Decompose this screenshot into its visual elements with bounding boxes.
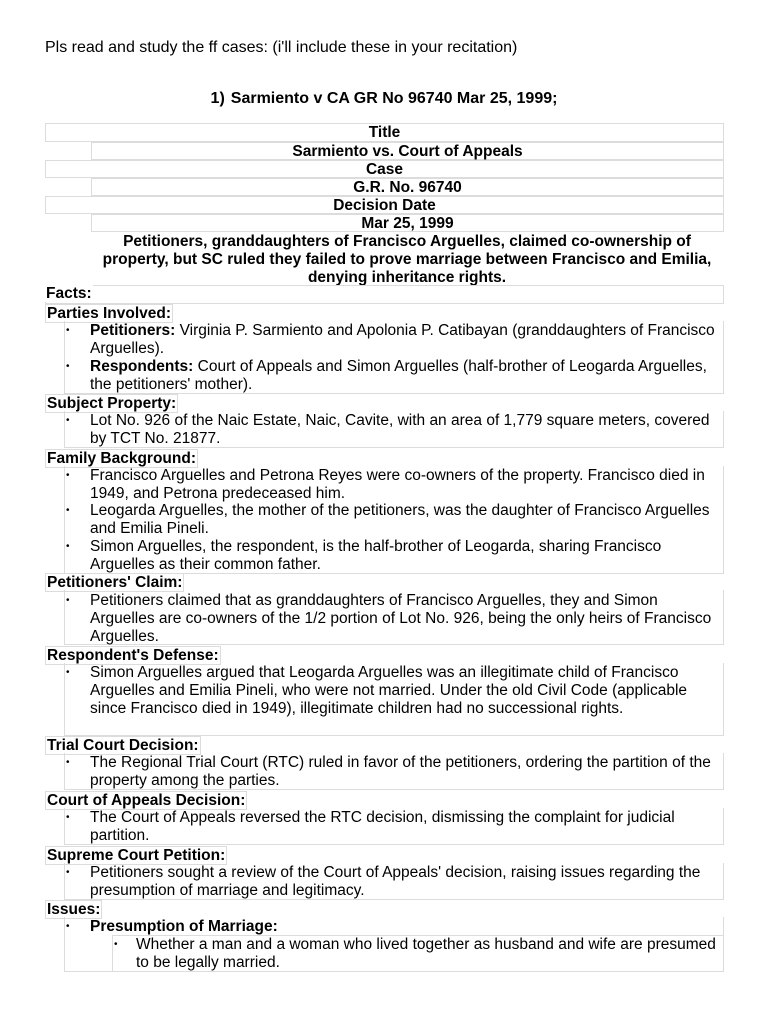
presumption-of-marriage-item: Presumption of Marriage: [90, 918, 278, 935]
case-value: G.R. No. 96740 [353, 179, 462, 196]
court-of-appeals-item: The Court of Appeals reversed the RTC decision, dismissing the complaint for judicial partition. [90, 809, 675, 844]
trial-court-label: Trial Court Decision: [47, 737, 199, 754]
respondents-defense-item: Simon Arguelles argued that Leogarda Arguelles was an illegitimate child of Francisco Arguelles and Emilia Pineli, who were not married. Under the old Civil Code (applicable since Francisco died in 1949), illegitimate children had no successional rights. [90, 664, 688, 717]
bullet: • [66, 505, 70, 516]
respondents-text: Court of Appeals and Simon Arguelles (half-brother of Leogarda Arguelles, the petitioners' mother). [90, 358, 707, 393]
subject-property-label: Subject Property: [47, 395, 177, 412]
respondents-label: Respondents: [90, 358, 194, 375]
case-summary: Petitioners, granddaughters of Francisco Arguelles, claimed co-ownership of property, but SC ruled they failed to prove marriage between Francisco and Emilia, denying inheritance rights. [102, 233, 712, 286]
issues-label: Issues: [47, 901, 101, 918]
bullet: • [66, 325, 70, 336]
date-value-row [91, 214, 724, 232]
court-of-appeals-label: Court of Appeals Decision: [47, 792, 246, 809]
subject-property-item: Lot No. 926 of the Naic Estate, Naic, Cavite, with an area of 1,779 square meters, covered by TCT No. 21877. [90, 412, 710, 447]
respondents-defense-label: Respondent's Defense: [47, 647, 219, 664]
family-item-1: Francisco Arguelles and Petrona Reyes were co-owners of the property. Francisco died in 1949, and Petrona predeceased him. [90, 467, 705, 502]
respondents-item [90, 358, 722, 394]
title-label-row [45, 123, 724, 142]
case-value-row [91, 178, 724, 196]
intro-text: Pls read and study the ff cases: (i'll include these in your recitation) [45, 39, 518, 56]
bullet: • [66, 415, 70, 426]
trial-court-item: The Regional Trial Court (RTC) ruled in favor of the petitioners, ordering the partition of the property among the parties. [90, 754, 711, 789]
decision-date-value: Mar 25, 1999 [361, 215, 454, 232]
family-item-3: Simon Arguelles, the respondent, is the half-brother of Leogarda, sharing Francisco Arguelles as their common father. [90, 538, 662, 573]
supreme-court-petition-label: Supreme Court Petition: [47, 847, 226, 864]
petitioners-claim-item: Petitioners claimed that as granddaughters of Francisco Arguelles, they and Simon Arguelles are co-owners of the 1/2 portion of Lot No. 926, being the only heirs of Francisco Arguelles. [90, 592, 712, 645]
parties-involved-label: Parties Involved: [47, 305, 172, 322]
family-item-2: Leogarda Arguelles, the mother of the petitioners, was the daughter of Francisco Arguelles and Emilia Pineli. [90, 502, 710, 537]
bullet: • [66, 921, 70, 932]
case-label: Case [365, 161, 404, 178]
title-value: Sarmiento vs. Court of Appeals [292, 143, 523, 160]
petitioners-item [90, 322, 722, 358]
petitioners-claim-label: Petitioners' Claim: [47, 574, 183, 591]
sub-bullet: • [114, 939, 118, 950]
facts-row [45, 285, 724, 304]
decision-date-label: Decision Date [333, 197, 436, 214]
family-background-label: Family Background: [47, 450, 196, 467]
facts-label: Facts: [46, 285, 92, 302]
bullet: • [66, 470, 70, 481]
bullet: • [66, 757, 70, 768]
supreme-court-petition-item: Petitioners sought a review of the Court of Appeals' decision, raising issues regarding the presumption of marriage and legitimacy. [90, 864, 701, 899]
presumption-sub-item: Whether a man and a woman who lived together as husband and wife are presumed to be legally married. [136, 936, 716, 971]
case-heading-text: Sarmiento v CA GR No 96740 Mar 25, 1999; [230, 90, 558, 107]
bullet: • [66, 541, 70, 552]
bullet: • [66, 867, 70, 878]
petitioners-text: Virginia P. Sarmiento and Apolonia P. Catibayan (granddaughters of Francisco Arguelles). [90, 322, 715, 357]
bullet: • [66, 595, 70, 606]
title-label: Title [368, 124, 401, 141]
title-value-row [91, 142, 724, 160]
bullet: • [66, 667, 70, 678]
bullet: • [66, 361, 70, 372]
case-label-row [45, 160, 724, 178]
bullet: • [66, 812, 70, 823]
date-label-row [45, 196, 724, 214]
case-heading [0, 90, 768, 108]
petitioners-label: Petitioners: [90, 322, 176, 339]
case-number: 1) [210, 90, 225, 107]
